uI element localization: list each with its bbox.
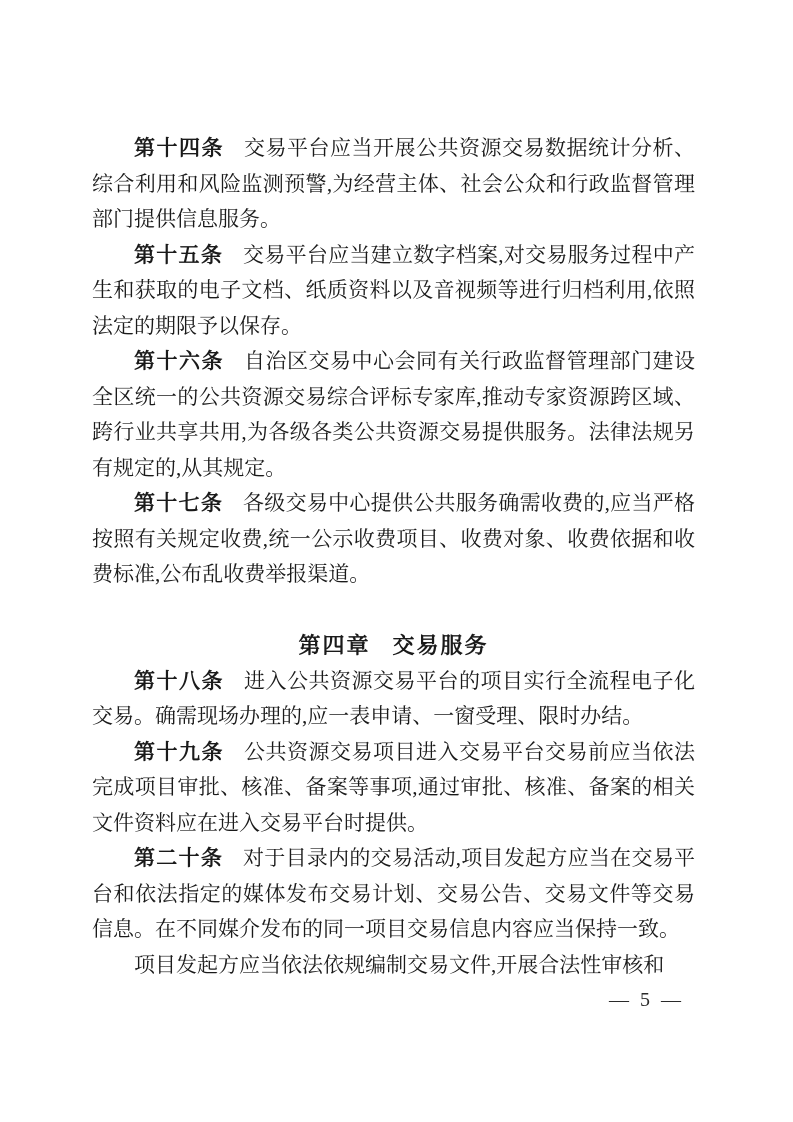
article-text: 公共资源交易项目进入交易平台交易前应当依法完成项目审批、核准、备案等事项,通过审批、核准、备案的相关文件资料应在进入交易平台时提供。 <box>92 739 696 835</box>
page-number-left-dash: — <box>609 989 629 1011</box>
article-number: 第十七条 <box>134 492 224 515</box>
article-paragraph <box>92 238 695 345</box>
article-paragraph <box>92 486 695 593</box>
article-number: 第十四条 <box>134 137 225 160</box>
document-body <box>92 131 695 983</box>
article-text: 自治区交易中心会同有关行政监督管理部门建设全区统一的公共资源交易综合评标专家库,推动专家资源跨区域、跨行业共享共用,为各级各类公共资源交易提供服务。法律法规另有规定的,从其规定。 <box>92 349 696 480</box>
article-text: 对于目录内的交易活动,项目发起方应当在交易平台和依法指定的媒体发布交易计划、交易公告、交易文件等交易信息。在不同媒介发布的同一项目交易信息内容应当保持一致。 <box>92 846 696 941</box>
article-paragraph <box>92 841 695 948</box>
article-text: 交易平台应当开展公共资源交易数据统计分析、综合利用和风险监测预警,为经营主体、社会公众和行政监督管理部门提供信息服务。 <box>92 136 696 231</box>
chapter-title: 交易服务 <box>392 633 489 658</box>
article-number: 第十八条 <box>134 669 225 693</box>
article-paragraph <box>92 664 695 735</box>
article-text: 交易平台应当建立数字档案,对交易服务过程中产生和获取的电子文档、纸质资料以及音视频等进行归档利用,依照法定的期限予以保存。 <box>92 242 696 338</box>
chapter-label: 第四章 <box>298 633 371 658</box>
article-text: 各级交易中心提供公共服务确需收费的,应当严格按照有关规定收费,统一公示收费项目、收费对象、收费依据和收费标准,公布乱收费举报渠道。 <box>92 491 696 586</box>
continuation-paragraph: 项目发起方应当依法依规编制交易文件,开展合法性审核和 <box>134 952 665 977</box>
page-number-value: 5 <box>640 989 650 1011</box>
page-number-right-dash: — <box>661 989 681 1011</box>
article-number: 第二十条 <box>134 847 224 870</box>
article-number: 第十九条 <box>134 740 225 764</box>
article-paragraph <box>92 735 695 842</box>
article-paragraph <box>92 344 695 486</box>
article-number: 第十六条 <box>134 350 225 373</box>
article-paragraph <box>92 131 695 238</box>
article-text: 进入公共资源交易平台的项目实行全流程电子化交易。确需现场办理的,应一表申请、一窗受理、限时办结。 <box>92 668 696 728</box>
chapter-heading <box>92 628 695 664</box>
page-number <box>609 986 681 1014</box>
article-number: 第十五条 <box>134 243 224 267</box>
